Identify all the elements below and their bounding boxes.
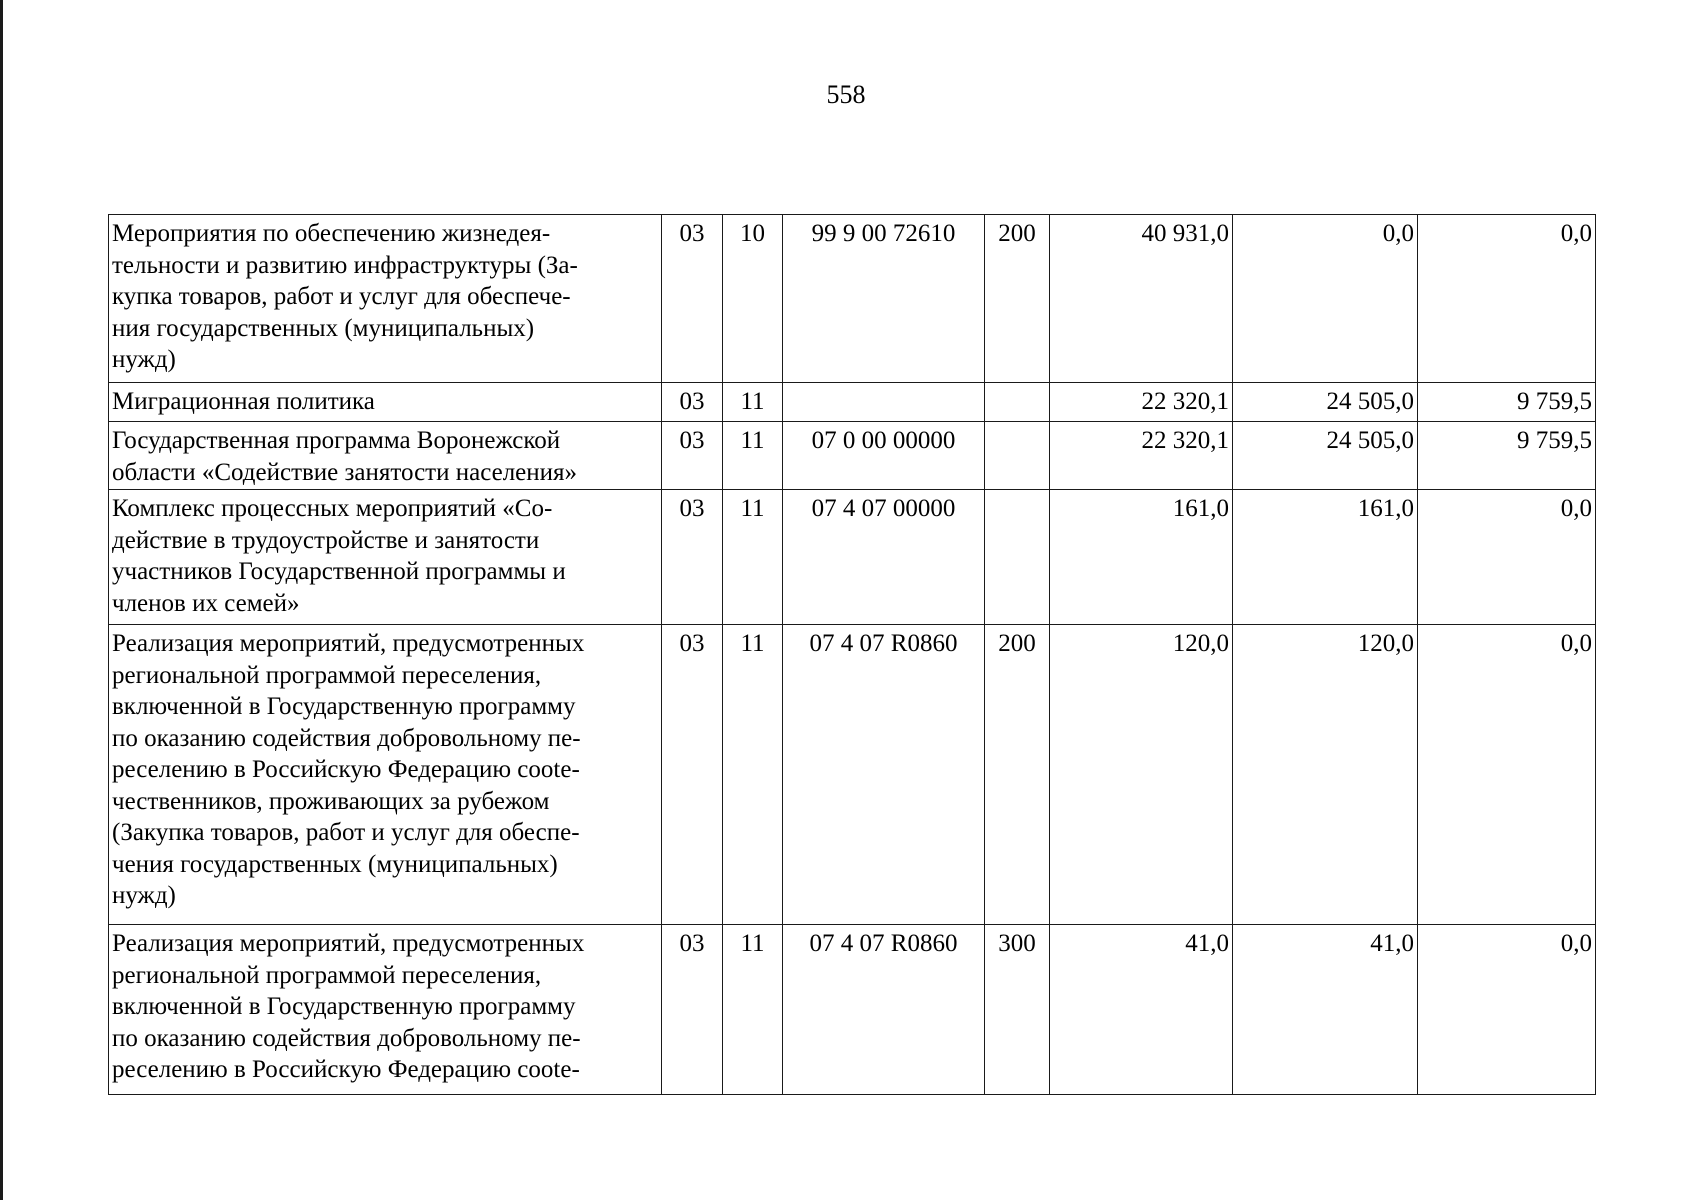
amount-year3-cell: 0,0 <box>1418 625 1596 925</box>
row-name-line: региональной программой переселения, <box>112 961 542 989</box>
amount-year1-cell: 22 320,1 <box>1050 383 1233 422</box>
amount-year2-cell: 24 505,0 <box>1233 422 1418 490</box>
table-row <box>109 925 1596 1095</box>
expense-type-cell: 200 <box>985 215 1050 383</box>
row-name-line: тельности и развитию инфраструктуры (За- <box>112 251 578 279</box>
target-article-cell: 07 4 07 R0860 <box>783 925 985 1095</box>
row-name-line: региональной программой переселения, <box>112 661 542 689</box>
amount-year1-cell: 161,0 <box>1050 490 1233 625</box>
amount-year1-cell: 120,0 <box>1050 625 1233 925</box>
row-name-line: по оказанию содействия добровольному пе- <box>112 1024 581 1052</box>
amount-year2-cell: 41,0 <box>1233 925 1418 1095</box>
expense-type-cell: 300 <box>985 925 1050 1095</box>
row-name-line: ния государственных (муниципальных) <box>112 314 535 342</box>
section-code-cell: 03 <box>662 490 723 625</box>
expense-type-cell <box>985 490 1050 625</box>
table-row <box>109 625 1596 925</box>
row-name-line: Комплекс процессных мероприятий «Со- <box>112 495 553 522</box>
row-name-line: Мероприятия по обеспечению жизнедея- <box>112 220 551 247</box>
budget-table <box>108 214 1596 1095</box>
amount-year2-cell: 24 505,0 <box>1233 383 1418 422</box>
expense-type-cell <box>985 383 1050 422</box>
amount-year1-cell: 41,0 <box>1050 925 1233 1095</box>
row-name-cell <box>109 383 662 422</box>
amount-year3-cell: 0,0 <box>1418 490 1596 625</box>
expense-type-cell <box>985 422 1050 490</box>
page-number: 558 <box>826 80 866 109</box>
row-name-line: Реализация мероприятий, предусмотренных <box>112 930 585 957</box>
table-row <box>109 215 1596 383</box>
section-code-cell: 03 <box>662 925 723 1095</box>
amount-year3-cell: 9 759,5 <box>1418 383 1596 422</box>
row-name-line: реселению в Российскую Федерацию соote- <box>112 1056 580 1083</box>
amount-year2-cell: 0,0 <box>1233 215 1418 383</box>
target-article-cell: 99 9 00 72610 <box>783 215 985 383</box>
table-row <box>109 422 1596 490</box>
row-name-cell <box>109 490 662 625</box>
row-name-line: включенной в Государственную программу <box>112 993 576 1020</box>
row-name-line: включенной в Государственную программу <box>112 693 576 720</box>
row-name-line: Государственная программа Воронежской <box>112 427 561 454</box>
section-code-cell: 03 <box>662 215 723 383</box>
amount-year3-cell: 0,0 <box>1418 925 1596 1095</box>
target-article-cell: 07 4 07 R0860 <box>783 625 985 925</box>
row-name-cell <box>109 925 662 1095</box>
section-code-cell: 03 <box>662 422 723 490</box>
section-code-cell: 03 <box>662 625 723 925</box>
row-name-line: чения государственных (муниципальных) <box>112 850 558 878</box>
subsection-code-cell: 10 <box>723 215 783 383</box>
row-name-line: Миграционная политика <box>112 388 375 415</box>
row-name-line: купка товаров, работ и услуг для обеспече- <box>112 283 571 310</box>
amount-year2-cell: 161,0 <box>1233 490 1418 625</box>
subsection-code-cell: 11 <box>723 625 783 925</box>
amount-year2-cell: 120,0 <box>1233 625 1418 925</box>
row-name-line: членов их семей» <box>112 589 300 617</box>
row-name-line: нужд) <box>112 882 176 909</box>
target-article-cell <box>783 383 985 422</box>
amount-year1-cell: 40 931,0 <box>1050 215 1233 383</box>
scan-edge-line <box>0 0 3 1200</box>
row-name-line: области «Содействие занятости населения» <box>112 458 578 486</box>
subsection-code-cell: 11 <box>723 422 783 490</box>
amount-year3-cell: 0,0 <box>1418 215 1596 383</box>
subsection-code-cell: 11 <box>723 925 783 1095</box>
amount-year1-cell: 22 320,1 <box>1050 422 1233 490</box>
target-article-cell: 07 0 00 00000 <box>783 422 985 490</box>
row-name-line: реселению в Российскую Федерацию соote- <box>112 756 580 783</box>
amount-year3-cell: 9 759,5 <box>1418 422 1596 490</box>
section-code-cell: 03 <box>662 383 723 422</box>
target-article-cell: 07 4 07 00000 <box>783 490 985 625</box>
row-name-cell <box>109 215 662 383</box>
row-name-line: действие в трудоустройстве и занятости <box>112 526 540 554</box>
row-name-line: нужд) <box>112 346 176 373</box>
subsection-code-cell: 11 <box>723 490 783 625</box>
subsection-code-cell: 11 <box>723 383 783 422</box>
expense-type-cell: 200 <box>985 625 1050 925</box>
row-name-cell <box>109 625 662 925</box>
table-row <box>109 383 1596 422</box>
row-name-cell <box>109 422 662 490</box>
row-name-line: Реализация мероприятий, предусмотренных <box>112 630 585 657</box>
row-name-line: чественников, проживающих за рубежом <box>112 787 550 815</box>
row-name-line: (Закупка товаров, работ и услуг для обеспе- <box>112 819 580 846</box>
row-name-line: по оказанию содействия добровольному пе- <box>112 724 581 752</box>
table-row <box>109 490 1596 625</box>
row-name-line: участников Государственной программы и <box>112 558 566 585</box>
